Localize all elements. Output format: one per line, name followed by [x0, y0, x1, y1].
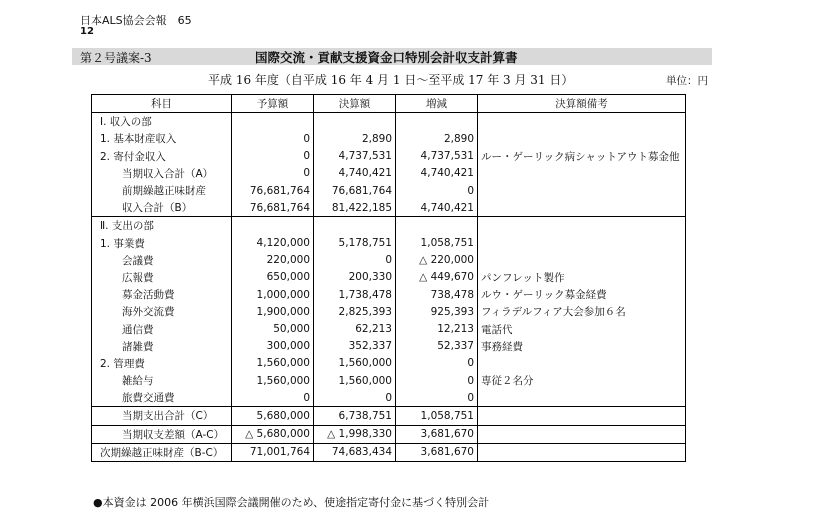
statement-title: 国際交流・貢献支援資金口特別会計収支計算書 [255, 50, 518, 65]
column-header-budget: 予算額 [232, 95, 314, 113]
budget-cell: 220,000 [232, 252, 314, 269]
row-label: 旅費交通費 [92, 389, 232, 407]
remark-cell [478, 235, 686, 252]
actual-cell: 81,422,185 [314, 199, 396, 217]
remark-cell: ルウ・ゲーリック募金経費 [478, 286, 686, 303]
difference-cell: 2,890 [396, 130, 478, 147]
budget-cell: 1,900,000 [232, 303, 314, 320]
row-label: 通信費 [92, 320, 232, 337]
row-label: Ⅱ. 支出の部 [92, 217, 232, 235]
actual-cell: 352,337 [314, 338, 396, 355]
actual-cell [314, 217, 396, 235]
difference-cell: 0 [396, 389, 478, 407]
column-header-item: 科目 [92, 95, 232, 113]
actual-cell: 0 [314, 252, 396, 269]
currency-unit: 単位：円 [666, 75, 708, 87]
remark-cell: フィラデルフィア大会参加６名 [478, 303, 686, 320]
actual-cell: 1,560,000 [314, 355, 396, 372]
row-label: 諸雑費 [92, 338, 232, 355]
row-label: 次期繰越正味財産（B-C） [92, 443, 232, 461]
budget-cell: 76,681,764 [232, 182, 314, 199]
budget-cell [232, 217, 314, 235]
budget-cell: 76,681,764 [232, 199, 314, 217]
budget-cell: 1,560,000 [232, 355, 314, 372]
budget-cell: △ 5,680,000 [232, 425, 314, 443]
difference-cell: 1,058,751 [396, 235, 478, 252]
row-label: 海外交流費 [92, 303, 232, 320]
actual-cell: 76,681,764 [314, 182, 396, 199]
remark-cell [478, 389, 686, 407]
remark-cell [478, 113, 686, 131]
table-row [92, 338, 686, 355]
row-label: 当期収支差額（A-C） [92, 425, 232, 443]
budget-cell: 650,000 [232, 269, 314, 286]
table-row [92, 165, 686, 182]
remark-cell [478, 165, 686, 182]
difference-cell: 1,058,751 [396, 407, 478, 425]
column-header-remarks: 決算額備考 [478, 95, 686, 113]
remark-cell [478, 182, 686, 199]
actual-cell: 0 [314, 389, 396, 407]
difference-cell: 52,337 [396, 338, 478, 355]
difference-cell [396, 217, 478, 235]
remark-cell: 電話代 [478, 320, 686, 337]
remark-cell [478, 443, 686, 461]
difference-cell: 738,478 [396, 286, 478, 303]
table-row [92, 320, 686, 337]
actual-cell [314, 113, 396, 131]
remark-cell: 専従２名分 [478, 372, 686, 389]
column-header-difference: 増減 [396, 95, 478, 113]
budget-cell: 0 [232, 130, 314, 147]
budget-cell [232, 113, 314, 131]
row-label: 当期支出合計（C） [92, 407, 232, 425]
table-row [92, 389, 686, 407]
remark-cell [478, 130, 686, 147]
table-row [92, 443, 686, 461]
remark-cell [478, 425, 686, 443]
difference-cell: 4,740,421 [396, 165, 478, 182]
table-row [92, 286, 686, 303]
row-label: 1. 事業費 [92, 235, 232, 252]
actual-cell: 74,683,434 [314, 443, 396, 461]
table-row [92, 269, 686, 286]
difference-cell: 0 [396, 355, 478, 372]
difference-cell [396, 113, 478, 131]
difference-cell: 3,681,670 [396, 425, 478, 443]
remark-cell: 事務経費 [478, 338, 686, 355]
actual-cell: 1,560,000 [314, 372, 396, 389]
table-row [92, 148, 686, 165]
row-label: 会議費 [92, 252, 232, 269]
fiscal-period: 平成 16 年度（自平成 16 年 4 月 1 日～至平成 17 年 3 月 31 日） [208, 73, 574, 87]
difference-cell: 0 [396, 372, 478, 389]
row-label: Ⅰ. 収入の部 [92, 113, 232, 131]
budget-cell: 1,000,000 [232, 286, 314, 303]
row-label: 雑給与 [92, 372, 232, 389]
remark-cell [478, 252, 686, 269]
actual-cell: 6,738,751 [314, 407, 396, 425]
table-row [92, 113, 686, 131]
budget-cell: 300,000 [232, 338, 314, 355]
actual-cell: 2,825,393 [314, 303, 396, 320]
actual-cell: △ 1,998,330 [314, 425, 396, 443]
financial-statement-table [91, 94, 686, 462]
row-label: 広報費 [92, 269, 232, 286]
difference-cell: 925,393 [396, 303, 478, 320]
remark-cell [478, 217, 686, 235]
row-label: 2. 寄付金収入 [92, 148, 232, 165]
difference-cell: △ 220,000 [396, 252, 478, 269]
table-row [92, 130, 686, 147]
actual-cell: 200,330 [314, 269, 396, 286]
budget-cell: 0 [232, 165, 314, 182]
budget-cell: 0 [232, 389, 314, 407]
table-row [92, 407, 686, 425]
actual-cell: 62,213 [314, 320, 396, 337]
table-row [92, 252, 686, 269]
table-body [92, 113, 686, 462]
publication-header: 日本ALS協会会報 65 [80, 14, 192, 27]
table-row [92, 199, 686, 217]
difference-cell: 3,681,670 [396, 443, 478, 461]
remark-cell [478, 199, 686, 217]
budget-cell: 5,680,000 [232, 407, 314, 425]
table-header-row [92, 95, 686, 113]
difference-cell: 4,737,531 [396, 148, 478, 165]
table-row [92, 182, 686, 199]
column-header-actual: 決算額 [314, 95, 396, 113]
difference-cell: 12,213 [396, 320, 478, 337]
remark-cell [478, 355, 686, 372]
budget-cell: 71,001,764 [232, 443, 314, 461]
remark-cell: ルー・ゲーリック病シャットアウト募金他 [478, 148, 686, 165]
agenda-number: 第２号議案-3 [80, 51, 152, 65]
remark-cell [478, 407, 686, 425]
actual-cell: 1,738,478 [314, 286, 396, 303]
budget-cell: 50,000 [232, 320, 314, 337]
budget-cell: 0 [232, 148, 314, 165]
difference-cell: 4,740,421 [396, 199, 478, 217]
row-label: 1. 基本財産収入 [92, 130, 232, 147]
row-label: 前期繰越正味財産 [92, 182, 232, 199]
budget-cell: 4,120,000 [232, 235, 314, 252]
row-label: 募金活動費 [92, 286, 232, 303]
row-label: 当期収入合計（A） [92, 165, 232, 182]
row-label: 2. 管理費 [92, 355, 232, 372]
actual-cell: 2,890 [314, 130, 396, 147]
table-row [92, 303, 686, 320]
row-label: 収入合計（B） [92, 199, 232, 217]
table-row [92, 355, 686, 372]
table-row [92, 425, 686, 443]
remark-cell: パンフレット製作 [478, 269, 686, 286]
actual-cell: 4,740,421 [314, 165, 396, 182]
budget-cell: 1,560,000 [232, 372, 314, 389]
footnote: ●本資金は 2006 年横浜国際会議開催のため、使途指定寄付金に基づく特別会計 [93, 496, 490, 509]
actual-cell: 5,178,751 [314, 235, 396, 252]
actual-cell: 4,737,531 [314, 148, 396, 165]
table-row [92, 217, 686, 235]
table-row [92, 235, 686, 252]
difference-cell: 0 [396, 182, 478, 199]
difference-cell: △ 449,670 [396, 269, 478, 286]
table-row [92, 372, 686, 389]
page-number: 12 [80, 26, 94, 37]
